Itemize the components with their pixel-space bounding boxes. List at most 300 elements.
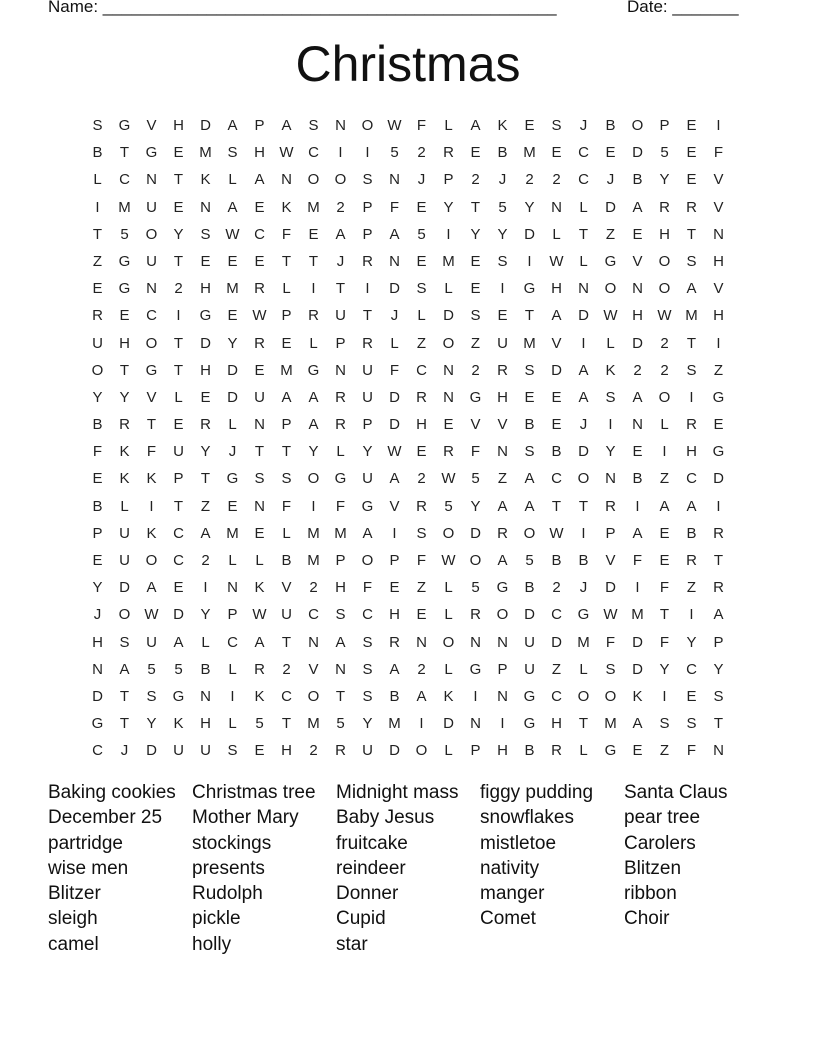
grid-letter: V bbox=[713, 198, 724, 216]
grid-letter: P bbox=[362, 198, 373, 216]
grid-letter: F bbox=[389, 198, 400, 216]
grid-letter: 2 bbox=[309, 579, 318, 597]
grid-letter: N bbox=[497, 687, 508, 705]
grid-letter: O bbox=[118, 606, 131, 624]
grid-letter: F bbox=[389, 361, 400, 379]
grid-letter: M bbox=[307, 198, 320, 216]
grid-letter: R bbox=[713, 524, 724, 542]
grid-letter: J bbox=[336, 252, 345, 270]
grid-letter: S bbox=[362, 171, 373, 189]
grid-letter: P bbox=[362, 225, 373, 243]
grid-letter: L bbox=[390, 334, 399, 352]
grid-letter: Y bbox=[497, 225, 508, 243]
grid-letter: J bbox=[498, 171, 507, 189]
grid-letter: R bbox=[443, 144, 454, 162]
grid-letter: M bbox=[631, 606, 644, 624]
grid-letter: A bbox=[281, 117, 292, 134]
grid-letter: N bbox=[497, 633, 508, 651]
word-list-item: mistletoe bbox=[480, 832, 557, 854]
grid-letter: T bbox=[146, 416, 157, 434]
grid-letter: C bbox=[551, 606, 562, 624]
grid-letter: A bbox=[254, 633, 265, 651]
grid-letter: T bbox=[281, 443, 292, 461]
grid-letter: G bbox=[523, 715, 536, 733]
grid-letter: A bbox=[686, 280, 697, 298]
grid-letter: F bbox=[659, 633, 670, 651]
grid-letter: F bbox=[659, 579, 670, 597]
grid-letter: E bbox=[551, 144, 562, 162]
grid-letter: E bbox=[632, 443, 643, 461]
grid-letter: 5 bbox=[120, 225, 129, 243]
grid-letter: B bbox=[605, 117, 616, 134]
grid-letter: C bbox=[308, 144, 319, 162]
header bbox=[48, 0, 748, 19]
grid-letter: R bbox=[497, 524, 508, 542]
grid-letter: C bbox=[173, 552, 184, 569]
grid-letter: H bbox=[119, 334, 130, 352]
grid-letter: L bbox=[228, 660, 237, 678]
grid-letter: T bbox=[173, 361, 184, 379]
grid-letter: E bbox=[551, 416, 562, 434]
grid-letter: K bbox=[173, 715, 184, 733]
grid-letter: U bbox=[524, 660, 535, 678]
grid-letter: H bbox=[416, 416, 427, 434]
grid-letter: N bbox=[632, 280, 643, 298]
grid-letter: I bbox=[419, 715, 424, 733]
word-list-item: December 25 bbox=[48, 807, 163, 829]
grid-letter: D bbox=[632, 144, 643, 162]
word-list-item: Christmas tree bbox=[192, 782, 316, 803]
grid-letter: H bbox=[551, 715, 562, 733]
grid-letter: M bbox=[280, 361, 293, 379]
grid-letter: C bbox=[254, 225, 265, 243]
grid-letter: H bbox=[686, 443, 697, 461]
grid-letter: E bbox=[227, 252, 238, 270]
grid-letter: W bbox=[252, 606, 267, 624]
grid-letter: M bbox=[307, 524, 320, 542]
grid-letter: L bbox=[579, 252, 588, 270]
grid-letter: H bbox=[200, 361, 211, 379]
grid-letter: F bbox=[416, 117, 427, 134]
grid-letter: G bbox=[469, 660, 482, 678]
grid-letter: E bbox=[632, 742, 643, 760]
grid-letter: 5 bbox=[174, 660, 183, 678]
grid-letter: E bbox=[686, 687, 697, 705]
grid-letter: E bbox=[551, 388, 562, 406]
word-list-item: Cupid bbox=[336, 908, 386, 930]
grid-letter: C bbox=[551, 687, 562, 705]
grid-letter: L bbox=[336, 443, 345, 461]
grid-letter: A bbox=[632, 388, 643, 406]
grid-letter: C bbox=[227, 633, 238, 651]
grid-letter: S bbox=[551, 117, 562, 134]
grid-letter: H bbox=[173, 117, 184, 134]
grid-letter: O bbox=[307, 470, 320, 488]
grid-letter: A bbox=[335, 225, 346, 243]
grid-letter: T bbox=[578, 715, 589, 733]
grid-letter: A bbox=[524, 497, 535, 515]
grid-letter: L bbox=[444, 742, 453, 760]
grid-letter: 5 bbox=[336, 715, 345, 733]
grid-letter: C bbox=[173, 524, 184, 542]
grid-letter: N bbox=[335, 117, 346, 134]
grid-letter: W bbox=[441, 470, 456, 488]
grid-letter: S bbox=[524, 443, 535, 461]
grid-letter: S bbox=[200, 225, 211, 243]
grid-letter: 2 bbox=[336, 198, 345, 216]
grid-letter: R bbox=[254, 334, 265, 352]
grid-letter: S bbox=[227, 144, 238, 162]
grid-letter: K bbox=[200, 171, 211, 189]
grid-letter: D bbox=[119, 579, 130, 597]
grid-letter: U bbox=[146, 252, 157, 270]
grid-letter: M bbox=[226, 524, 239, 542]
grid-letter: A bbox=[200, 524, 211, 542]
grid-letter: L bbox=[255, 552, 264, 569]
word-list-item: Choir bbox=[624, 908, 670, 930]
grid-letter: P bbox=[335, 552, 346, 569]
grid-letter: E bbox=[227, 497, 238, 515]
grid-letter: A bbox=[632, 524, 643, 542]
grid-letter: Y bbox=[308, 443, 319, 461]
grid-letter: 2 bbox=[471, 361, 480, 379]
grid-letter: S bbox=[308, 117, 319, 134]
grid-letter: N bbox=[632, 416, 643, 434]
grid-letter: I bbox=[500, 280, 505, 298]
grid-letter: E bbox=[524, 117, 535, 134]
grid-letter: O bbox=[307, 171, 320, 189]
grid-letter: A bbox=[632, 715, 643, 733]
grid-letter: 5 bbox=[660, 144, 669, 162]
grid-letter: M bbox=[577, 633, 590, 651]
grid-letter: N bbox=[281, 171, 292, 189]
grid-letter: E bbox=[686, 144, 697, 162]
grid-letter: J bbox=[579, 117, 588, 134]
grid-letter: F bbox=[686, 742, 697, 760]
grid-letter: R bbox=[416, 388, 427, 406]
grid-letter: B bbox=[686, 524, 697, 542]
grid-letter: Y bbox=[470, 497, 481, 515]
grid-letter: L bbox=[228, 552, 237, 569]
grid-letter: G bbox=[118, 280, 131, 298]
grid-letter: F bbox=[470, 443, 481, 461]
grid-letter: C bbox=[146, 307, 157, 325]
grid-letter: S bbox=[146, 687, 157, 705]
grid-letter: M bbox=[523, 144, 536, 162]
grid-letter: S bbox=[254, 470, 265, 488]
grid-letter: P bbox=[659, 117, 670, 134]
grid-letter: R bbox=[362, 334, 373, 352]
grid-letter: L bbox=[606, 334, 615, 352]
grid-letter: E bbox=[227, 307, 238, 325]
grid-letter: G bbox=[145, 144, 158, 162]
grid-letter: U bbox=[362, 742, 373, 760]
grid-letter: I bbox=[662, 687, 667, 705]
grid-letter: I bbox=[716, 117, 721, 134]
grid-letter: T bbox=[173, 171, 184, 189]
grid-letter: E bbox=[605, 144, 616, 162]
grid-letter: I bbox=[392, 524, 397, 542]
grid-letter: H bbox=[497, 742, 508, 760]
grid-letter: S bbox=[416, 280, 427, 298]
grid-letter: E bbox=[200, 252, 211, 270]
grid-letter: H bbox=[713, 252, 724, 270]
grid-letter: K bbox=[119, 470, 130, 488]
grid-letter: 2 bbox=[633, 361, 642, 379]
grid-letter: D bbox=[551, 361, 562, 379]
grid-letter: R bbox=[686, 198, 697, 216]
grid-letter: O bbox=[577, 687, 590, 705]
grid-letter: Y bbox=[362, 443, 373, 461]
grid-letter: E bbox=[92, 280, 103, 298]
grid-letter: T bbox=[551, 497, 562, 515]
grid-letter: N bbox=[389, 171, 400, 189]
grid-letter: E bbox=[524, 388, 535, 406]
grid-letter: C bbox=[362, 606, 373, 624]
grid-letter: I bbox=[716, 334, 721, 352]
grid-letter: I bbox=[446, 225, 451, 243]
grid-letter: 5 bbox=[147, 660, 156, 678]
grid-letter: Y bbox=[470, 225, 481, 243]
grid-letter: A bbox=[227, 117, 238, 134]
grid-letter: N bbox=[335, 660, 346, 678]
grid-letter: E bbox=[416, 606, 427, 624]
grid-letter: I bbox=[581, 524, 586, 542]
word-list-item: sleigh bbox=[48, 908, 98, 930]
grid-letter: S bbox=[605, 388, 616, 406]
grid-letter: H bbox=[551, 280, 562, 298]
grid-letter: S bbox=[524, 361, 535, 379]
grid-letter: R bbox=[335, 742, 346, 760]
grid-letter: S bbox=[605, 660, 616, 678]
page-title: Christmas bbox=[295, 36, 521, 92]
grid-letter: T bbox=[578, 225, 589, 243]
grid-letter: G bbox=[226, 470, 239, 488]
grid-letter: I bbox=[473, 687, 478, 705]
grid-letter: G bbox=[307, 361, 320, 379]
grid-letter: I bbox=[149, 497, 154, 515]
word-list-item: Blitzen bbox=[624, 857, 682, 879]
grid-letter: V bbox=[632, 252, 643, 270]
grid-letter: 2 bbox=[309, 742, 318, 760]
word-list-item: ribbon bbox=[624, 883, 677, 905]
grid-letter: A bbox=[524, 470, 535, 488]
grid-letter: E bbox=[254, 198, 265, 216]
grid-letter: V bbox=[497, 416, 508, 434]
grid-letter: B bbox=[524, 416, 535, 434]
grid-letter: T bbox=[119, 361, 130, 379]
grid-letter: O bbox=[91, 361, 104, 379]
grid-letter: B bbox=[524, 742, 535, 760]
grid-letter: D bbox=[551, 633, 562, 651]
word-list-item: pear tree bbox=[624, 807, 701, 829]
grid-letter: E bbox=[686, 117, 697, 134]
grid-letter: E bbox=[92, 470, 103, 488]
grid-letter: 5 bbox=[390, 144, 399, 162]
grid-letter: E bbox=[659, 552, 670, 569]
grid-letter: S bbox=[362, 633, 373, 651]
grid-letter: M bbox=[523, 334, 536, 352]
grid-letter: P bbox=[605, 524, 616, 542]
grid-letter: R bbox=[362, 252, 373, 270]
grid-letter: N bbox=[146, 280, 157, 298]
grid-letter: U bbox=[362, 388, 373, 406]
grid-letter: I bbox=[311, 497, 316, 515]
grid-letter: G bbox=[523, 687, 536, 705]
grid-letter: O bbox=[307, 687, 320, 705]
grid-letter: N bbox=[335, 361, 346, 379]
word-list-item: Blitzer bbox=[48, 883, 101, 905]
grid-letter: R bbox=[443, 443, 454, 461]
grid-letter: K bbox=[443, 687, 454, 705]
grid-letter: A bbox=[389, 225, 400, 243]
grid-letter: G bbox=[712, 443, 725, 461]
grid-letter: A bbox=[497, 497, 508, 515]
grid-letter: J bbox=[93, 606, 102, 624]
grid-letter: M bbox=[307, 552, 320, 569]
grid-letter: Z bbox=[659, 742, 670, 760]
grid-letter: E bbox=[173, 144, 184, 162]
grid-letter: Z bbox=[416, 334, 427, 352]
grid-letter: J bbox=[390, 307, 399, 325]
grid-letter: H bbox=[92, 633, 103, 651]
grid-letter: T bbox=[281, 633, 292, 651]
grid-letter: D bbox=[92, 687, 103, 705]
grid-letter: P bbox=[281, 416, 292, 434]
grid-letter: U bbox=[200, 742, 211, 760]
grid-letter: I bbox=[311, 280, 316, 298]
grid-letter: R bbox=[551, 742, 562, 760]
grid-letter: N bbox=[389, 252, 400, 270]
grid-letter: U bbox=[281, 606, 292, 624]
grid-letter: C bbox=[578, 144, 589, 162]
grid-letter: V bbox=[308, 660, 319, 678]
grid-letter: 2 bbox=[660, 334, 669, 352]
grid-letter: I bbox=[716, 497, 721, 515]
grid-letter: E bbox=[173, 416, 184, 434]
grid-letter: B bbox=[632, 171, 643, 189]
grid-letter: Y bbox=[119, 388, 130, 406]
grid-letter: L bbox=[444, 660, 453, 678]
grid-letter: O bbox=[604, 687, 617, 705]
grid-letter: M bbox=[442, 252, 455, 270]
grid-letter: V bbox=[281, 579, 292, 597]
grid-letter: T bbox=[173, 497, 184, 515]
grid-letter: L bbox=[282, 524, 291, 542]
grid-letter: C bbox=[686, 470, 697, 488]
grid-letter: Z bbox=[713, 361, 724, 379]
grid-letter: M bbox=[199, 144, 212, 162]
grid-letter: P bbox=[254, 117, 265, 134]
grid-letter: Y bbox=[92, 579, 103, 597]
grid-letter: P bbox=[281, 307, 292, 325]
grid-letter: Y bbox=[443, 198, 454, 216]
grid-letter: 5 bbox=[255, 715, 264, 733]
grid-letter: K bbox=[281, 198, 292, 216]
grid-letter: G bbox=[91, 715, 104, 733]
grid-letter: W bbox=[279, 144, 294, 162]
grid-letter: M bbox=[388, 715, 401, 733]
grid-letter: R bbox=[335, 416, 346, 434]
grid-letter: S bbox=[713, 687, 724, 705]
grid-letter: D bbox=[173, 606, 184, 624]
grid-letter: Y bbox=[200, 606, 211, 624]
grid-letter: G bbox=[172, 687, 185, 705]
grid-letter: N bbox=[254, 416, 265, 434]
grid-letter: 2 bbox=[417, 660, 426, 678]
grid-letter: I bbox=[365, 144, 370, 162]
grid-letter: D bbox=[578, 307, 589, 325]
word-list-item: pickle bbox=[192, 908, 241, 930]
grid-letter: L bbox=[579, 198, 588, 216]
grid-letter: B bbox=[281, 552, 292, 569]
grid-letter: W bbox=[252, 307, 267, 325]
grid-letter: A bbox=[146, 579, 157, 597]
grid-letter: A bbox=[713, 606, 724, 624]
grid-letter: 2 bbox=[417, 470, 426, 488]
grid-letter: J bbox=[120, 742, 129, 760]
grid-letter: E bbox=[713, 416, 724, 434]
grid-letter: L bbox=[228, 171, 237, 189]
grid-letter: T bbox=[173, 334, 184, 352]
grid-letter: G bbox=[118, 117, 131, 134]
grid-letter: T bbox=[686, 334, 697, 352]
grid-letter: C bbox=[686, 660, 697, 678]
grid-letter: U bbox=[335, 307, 346, 325]
grid-letter: I bbox=[662, 443, 667, 461]
grid-letter: H bbox=[281, 742, 292, 760]
grid-letter: C bbox=[92, 742, 103, 760]
grid-letter: E bbox=[254, 524, 265, 542]
grid-letter: L bbox=[444, 280, 453, 298]
grid-letter: O bbox=[145, 334, 158, 352]
grid-letter: D bbox=[605, 579, 616, 597]
grid-letter: Z bbox=[605, 225, 616, 243]
grid-letter: H bbox=[254, 144, 265, 162]
grid-letter: N bbox=[443, 361, 454, 379]
grid-letter: T bbox=[119, 687, 130, 705]
grid-letter: D bbox=[605, 198, 616, 216]
grid-letter: I bbox=[608, 416, 613, 434]
grid-letter: W bbox=[144, 606, 159, 624]
grid-letter: T bbox=[254, 443, 265, 461]
grid-letter: W bbox=[549, 524, 564, 542]
grid-letter: L bbox=[444, 579, 453, 597]
grid-letter: R bbox=[470, 606, 481, 624]
grid-letter: O bbox=[145, 225, 158, 243]
grid-letter: T bbox=[524, 307, 535, 325]
grid-letter: 5 bbox=[417, 225, 426, 243]
grid-letter: P bbox=[389, 552, 400, 569]
grid-letter: I bbox=[365, 280, 370, 298]
word-list-item: fruitcake bbox=[336, 832, 408, 854]
grid-letter: H bbox=[389, 606, 400, 624]
grid-letter: F bbox=[92, 443, 103, 461]
grid-letter: V bbox=[605, 552, 616, 569]
grid-letter: O bbox=[577, 470, 590, 488]
word-list-item: reindeer bbox=[336, 857, 406, 879]
grid-letter: A bbox=[335, 633, 346, 651]
grid-letter: O bbox=[523, 524, 536, 542]
word-list-item: snowflakes bbox=[480, 807, 574, 829]
grid-letter: O bbox=[442, 633, 455, 651]
name-field-label: Name: ________________________________________________ bbox=[48, 0, 557, 16]
grid-letter: O bbox=[658, 280, 671, 298]
grid-letter: O bbox=[631, 117, 644, 134]
grid-letter: V bbox=[146, 117, 157, 134]
grid-letter: N bbox=[146, 171, 157, 189]
grid-letter: M bbox=[604, 715, 617, 733]
